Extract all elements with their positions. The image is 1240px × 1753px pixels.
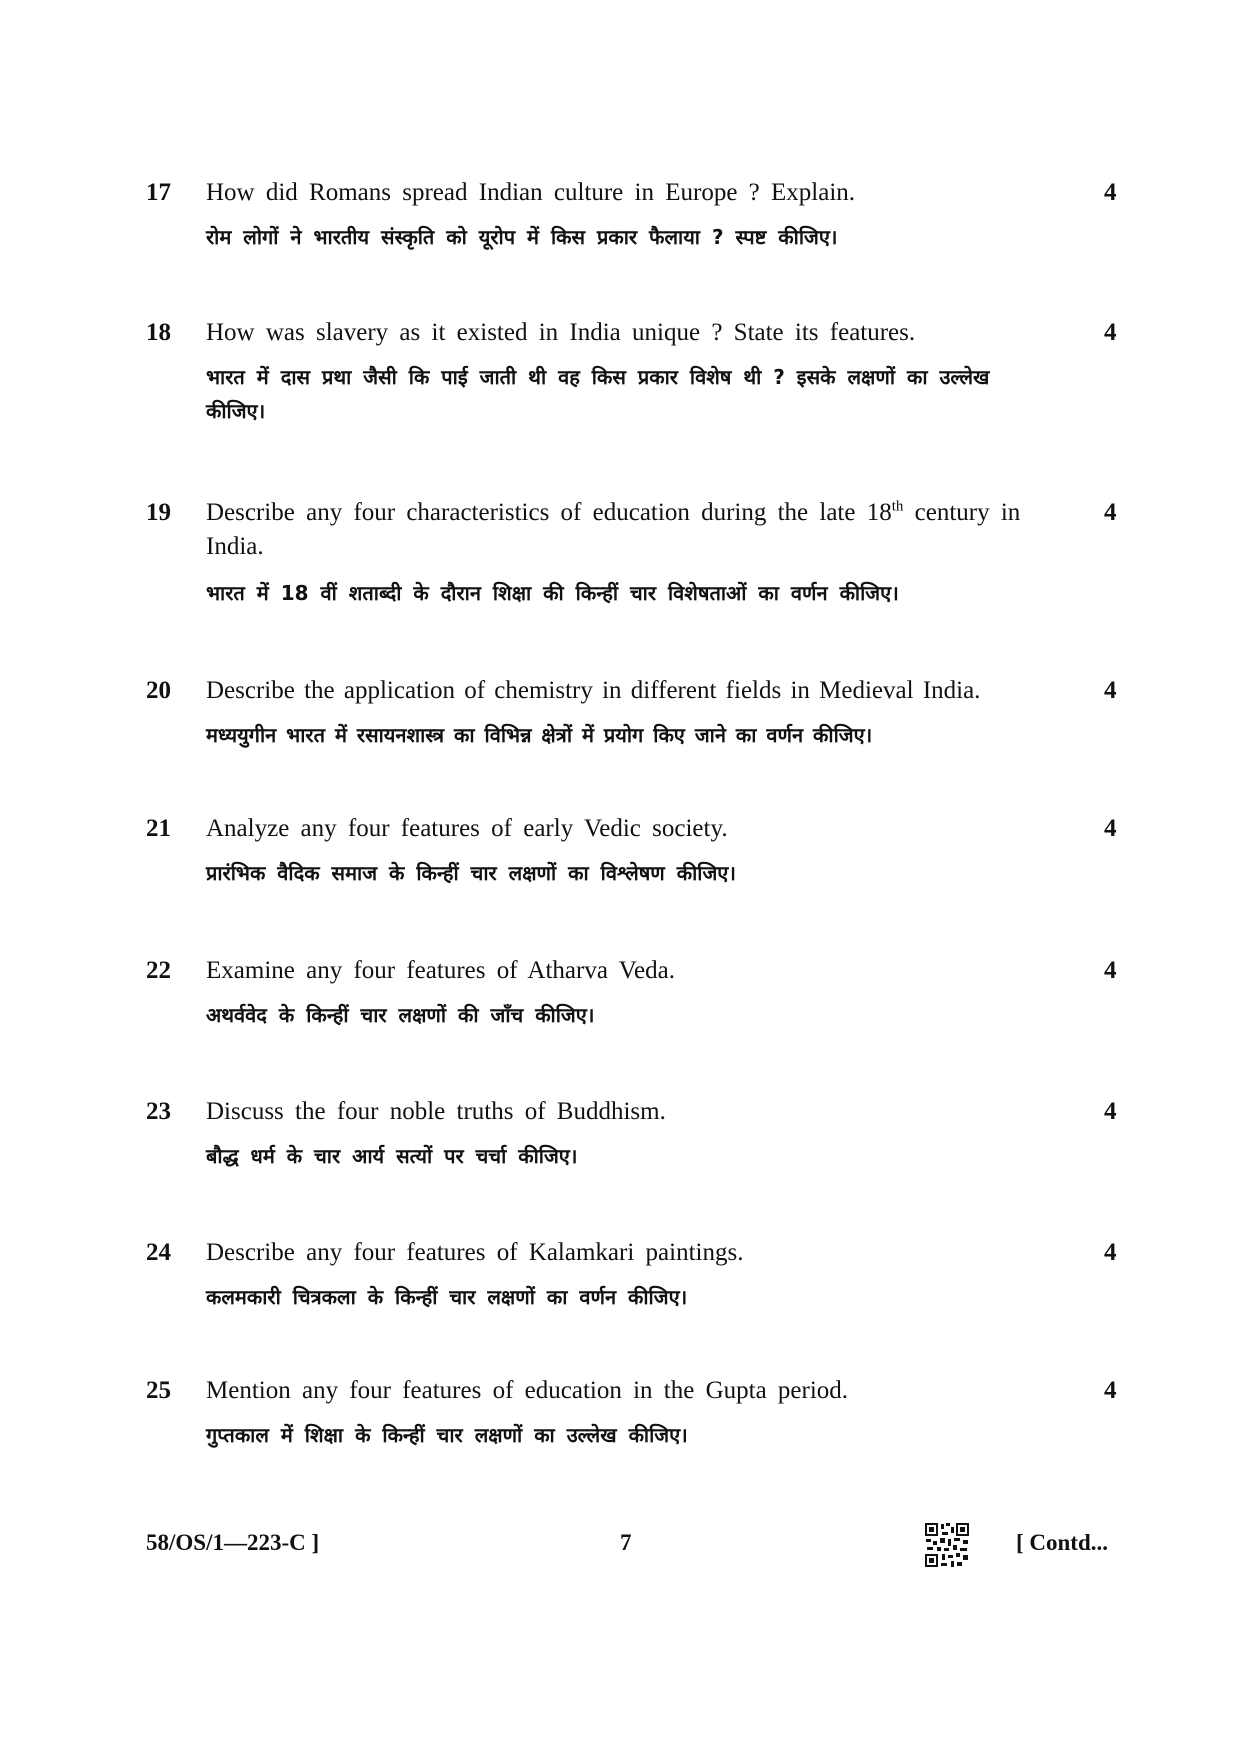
- question-text-english: Discuss the four noble truths of Buddhism.: [206, 1098, 666, 1125]
- question-number: 24: [146, 1239, 171, 1266]
- question-marks: 4: [1104, 1239, 1117, 1266]
- question-text-hindi: बौद्ध धर्म के चार आर्य सत्यों पर चर्चा कीजिए।: [206, 1144, 578, 1168]
- superscript-th: th: [891, 498, 904, 515]
- question-text-hindi: भारत में दास प्रथा जैसी कि पाई जाती थी वह किस प्रकार विशेष थी ? इसके लक्षणों का उल्लेख कीजिए।: [206, 365, 990, 423]
- question-marks: 4: [1104, 815, 1117, 842]
- question-number: 23: [146, 1098, 171, 1125]
- page-number: 7: [620, 1530, 632, 1555]
- question-text-english: How was slavery as it existed in India unique ? State its features.: [206, 319, 916, 346]
- question-text-hindi: मध्ययुगीन भारत में रसायनशास्त्र का विभिन्न क्षेत्रों में प्रयोग किए जाने का वर्णन कीजिए।: [206, 723, 873, 747]
- question-marks: 4: [1104, 1377, 1117, 1404]
- question-text-english: Examine any four features of Atharva Veda.: [206, 957, 675, 984]
- page-footer: [0, 1522, 1240, 1570]
- question-marks: 4: [1104, 499, 1117, 526]
- question-number: 22: [146, 957, 171, 984]
- question-marks: 4: [1104, 179, 1117, 206]
- question-text-english: Analyze any four features of early Vedic society.: [206, 815, 728, 842]
- question-text-hindi: रोम लोगों ने भारतीय संस्कृति को यूरोप में किस प्रकार फैलाया ? स्पष्ट कीजिए।: [206, 225, 838, 249]
- question-marks: 4: [1104, 319, 1117, 346]
- question-text-english: Describe the application of chemistry in different fields in Medieval India.: [206, 677, 981, 704]
- question-number: 25: [146, 1377, 171, 1404]
- qr-code-icon: [924, 1522, 970, 1568]
- question-number: 18: [146, 319, 171, 346]
- paper-code: 58/OS/1—223-C ]: [146, 1530, 320, 1555]
- question-text-hindi: भारत में 18 वीं शताब्दी के दौरान शिक्षा की किन्हीं चार विशेषताओं का वर्णन कीजिए।: [206, 581, 899, 605]
- question-text-english: Mention any four features of education in the Gupta period.: [206, 1377, 849, 1404]
- question-text-hindi: प्रारंभिक वैदिक समाज के किन्हीं चार लक्षणों का विश्लेषण कीजिए।: [206, 861, 736, 885]
- question-number: 19: [146, 499, 171, 526]
- question-marks: 4: [1104, 677, 1117, 704]
- question-marks: 4: [1104, 1098, 1117, 1125]
- question-number: 20: [146, 677, 171, 704]
- question-text-english: Describe any four features of Kalamkari paintings.: [206, 1239, 744, 1266]
- question-text-hindi: अथर्ववेद के किन्हीं चार लक्षणों की जाँच कीजिए।: [206, 1003, 595, 1027]
- question-marks: 4: [1104, 957, 1117, 984]
- question-text-english: How did Romans spread Indian culture in Europe ? Explain.: [206, 179, 856, 206]
- question-number: 17: [146, 179, 171, 206]
- question-text-hindi: गुप्तकाल में शिक्षा के किन्हीं चार लक्षणों का उल्लेख कीजिए।: [206, 1423, 688, 1447]
- question-number: 21: [146, 815, 171, 842]
- continued-label: [ Contd...: [1016, 1530, 1109, 1555]
- question-text-hindi: कलमकारी चित्रकला के किन्हीं चार लक्षणों का वर्णन कीजिए।: [206, 1285, 688, 1309]
- question-text-english: Describe any four characteristics of education during the late 18th century in India.: [206, 498, 1021, 560]
